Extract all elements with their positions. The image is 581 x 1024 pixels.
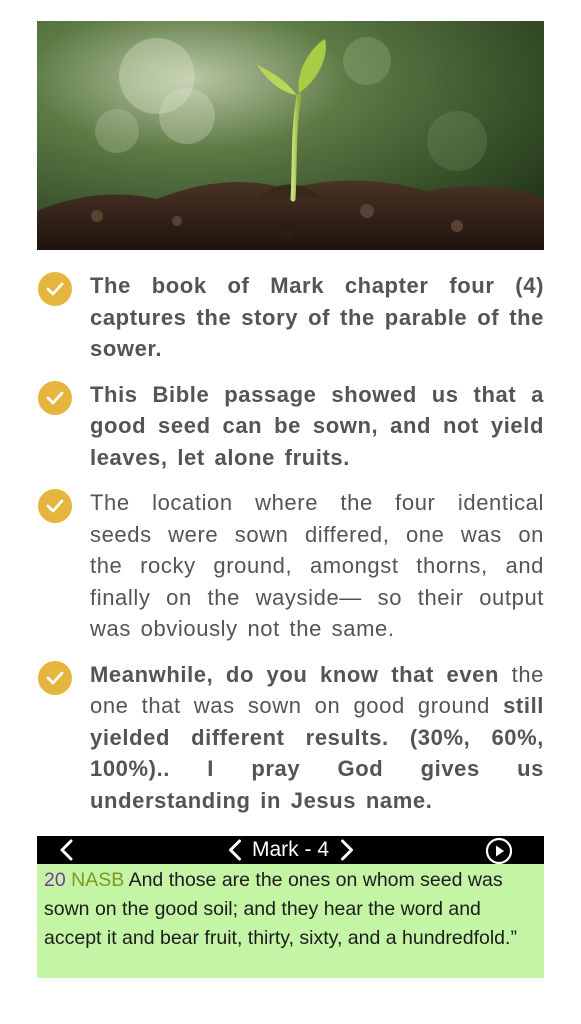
bullet-text-segment: the one that was sown on good ground bbox=[90, 661, 544, 718]
play-circle-icon[interactable] bbox=[484, 837, 514, 867]
bullet-text-segment: still yielded different results. (30%, 60%, 100%).. I pray God gives us understanding in Jesus name. bbox=[90, 693, 544, 813]
bullet-item bbox=[37, 379, 544, 474]
hero-image bbox=[37, 21, 544, 250]
verse-nav-bar bbox=[37, 836, 544, 864]
check-circle-icon bbox=[38, 381, 72, 415]
chevron-left-icon[interactable] bbox=[226, 839, 244, 861]
bullet-text bbox=[90, 487, 544, 645]
bullet-text-segment: The book of Mark chapter four (4) captures the story of the parable of the sower. bbox=[90, 273, 544, 361]
chapter-reference[interactable]: Mark - 4 bbox=[251, 838, 330, 861]
chapter-nav bbox=[226, 836, 355, 864]
seedling-image bbox=[37, 21, 544, 250]
bullet-text-segment: Meanwhile, do you know that even bbox=[90, 661, 512, 687]
check-circle-icon bbox=[38, 489, 72, 523]
bullet-item bbox=[37, 487, 544, 645]
bullet-text bbox=[90, 659, 544, 817]
bullet-item bbox=[37, 659, 544, 817]
chevron-right-icon[interactable] bbox=[337, 839, 355, 861]
verse-text-box bbox=[37, 864, 544, 978]
check-circle-icon bbox=[38, 272, 72, 306]
bullet-text bbox=[90, 270, 544, 365]
chevron-left-icon[interactable] bbox=[57, 839, 79, 861]
bullet-list bbox=[37, 270, 544, 830]
bullet-text bbox=[90, 379, 544, 474]
verse-number: 20 bbox=[44, 869, 66, 891]
check-circle-icon bbox=[38, 661, 72, 695]
bullet-text-segment: This Bible passage showed us that a good seed can be sown, and not yield leaves, let alone fruits. bbox=[90, 381, 544, 470]
bible-version[interactable]: NASB bbox=[71, 869, 125, 891]
verse-text: And those are the ones on whom seed was sown on the good soil; and they hear the word and accept it and bear fruit, thirty, sixty, and a hundredfold.” bbox=[44, 869, 517, 949]
bullet-item bbox=[37, 270, 544, 365]
bullet-text-segment: The location where the four identical seeds were sown differed, one was on the rocky ground, amongst thorns, and finally on the wayside— so their output was obviously not the same. bbox=[90, 490, 544, 641]
